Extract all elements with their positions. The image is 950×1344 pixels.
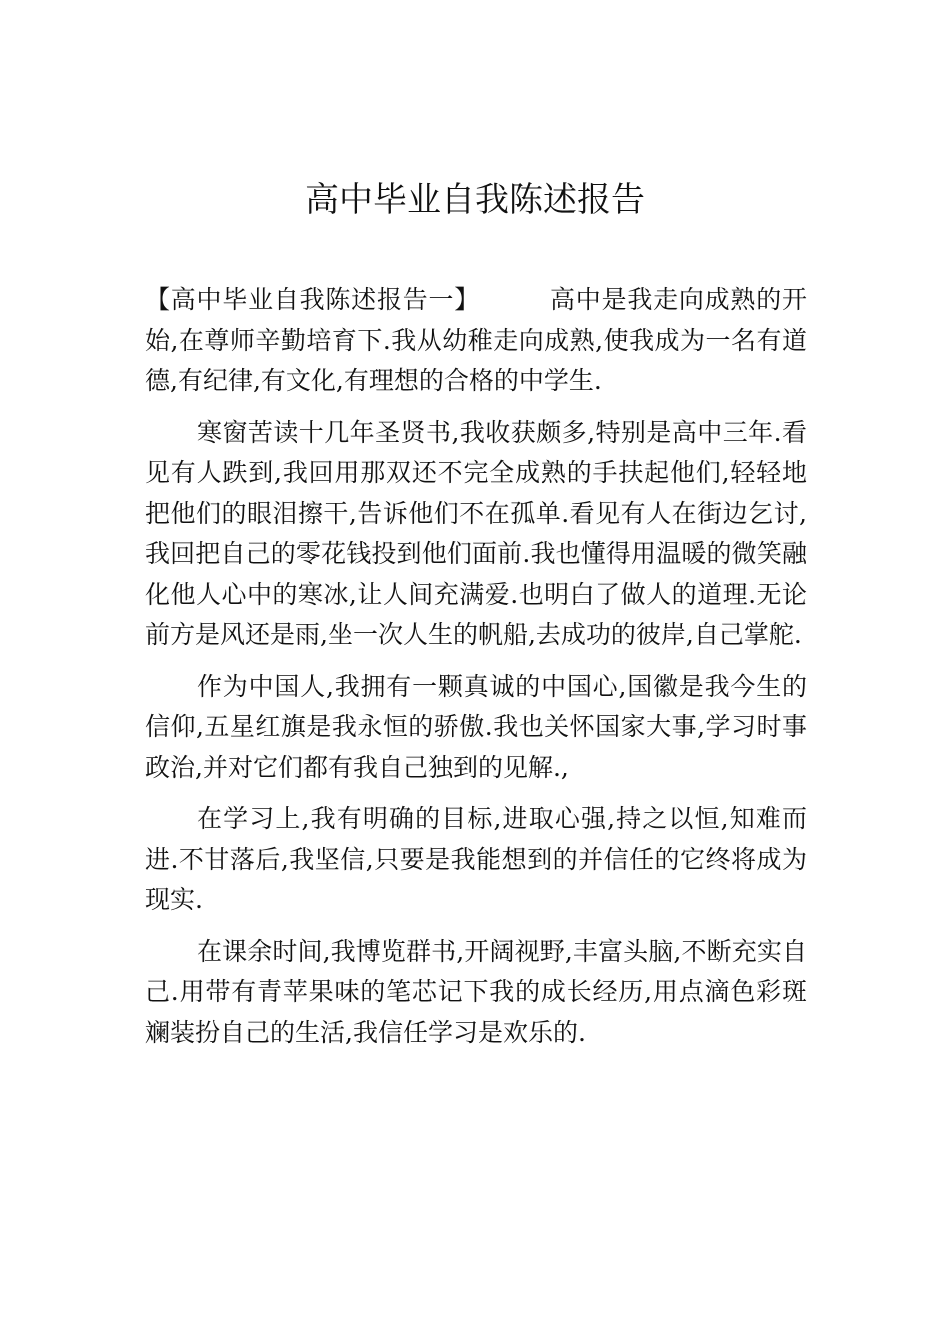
paragraph: 作为中国人,我拥有一颗真诚的中国心,国徽是我今生的信仰,五星红旗是我永恒的骄傲.我也关怀国家大事,学习时事政治,并对它们都有我自己独到的见解.,	[145, 671, 807, 782]
paragraph: 在学习上,我有明确的目标,进取心强,持之以恒,知难而进.不甘落后,我坚信,只要是我能想到的并信任的它终将成为现实.	[145, 804, 807, 914]
document-title: 高中毕业自我陈述报告	[305, 180, 645, 220]
paragraph-text: 高中是我走向成熟的开始,在尊师辛勤培育下.我从幼稚走向成熟,使我成为一名有道德,有纪律,有文化,有理想的合格的中学生.	[145, 285, 807, 395]
paragraph: 在课余时间,我博览群书,开阔视野,丰富头脑,不断充实自己.用带有青苹果味的笔芯记下我的成长经历,用点滴色彩斑斓装扮自己的生活,我信任学习是欢乐的.	[145, 936, 807, 1047]
paragraph-intro	[145, 280, 807, 402]
section-heading: 【高中毕业自我陈述报告一】	[145, 285, 481, 314]
document-body	[145, 280, 807, 1064]
paragraph: 寒窗苦读十几年圣贤书,我收获颇多,特别是高中三年.看见有人跌到,我回用那双还不完全成熟的手扶起他们,轻轻地把他们的眼泪擦干,告诉他们不在孤单.看见有人在街边乞讨,我回把自己的零花钱投到他们面前.我也懂得用温暖的微笑融化他人心中的寒冰,让人间充满爱.也明白了做人的道理.无论前方是风还是雨,坐一次人生的帆船,去成功的彼岸,自己掌舵.	[145, 417, 807, 649]
